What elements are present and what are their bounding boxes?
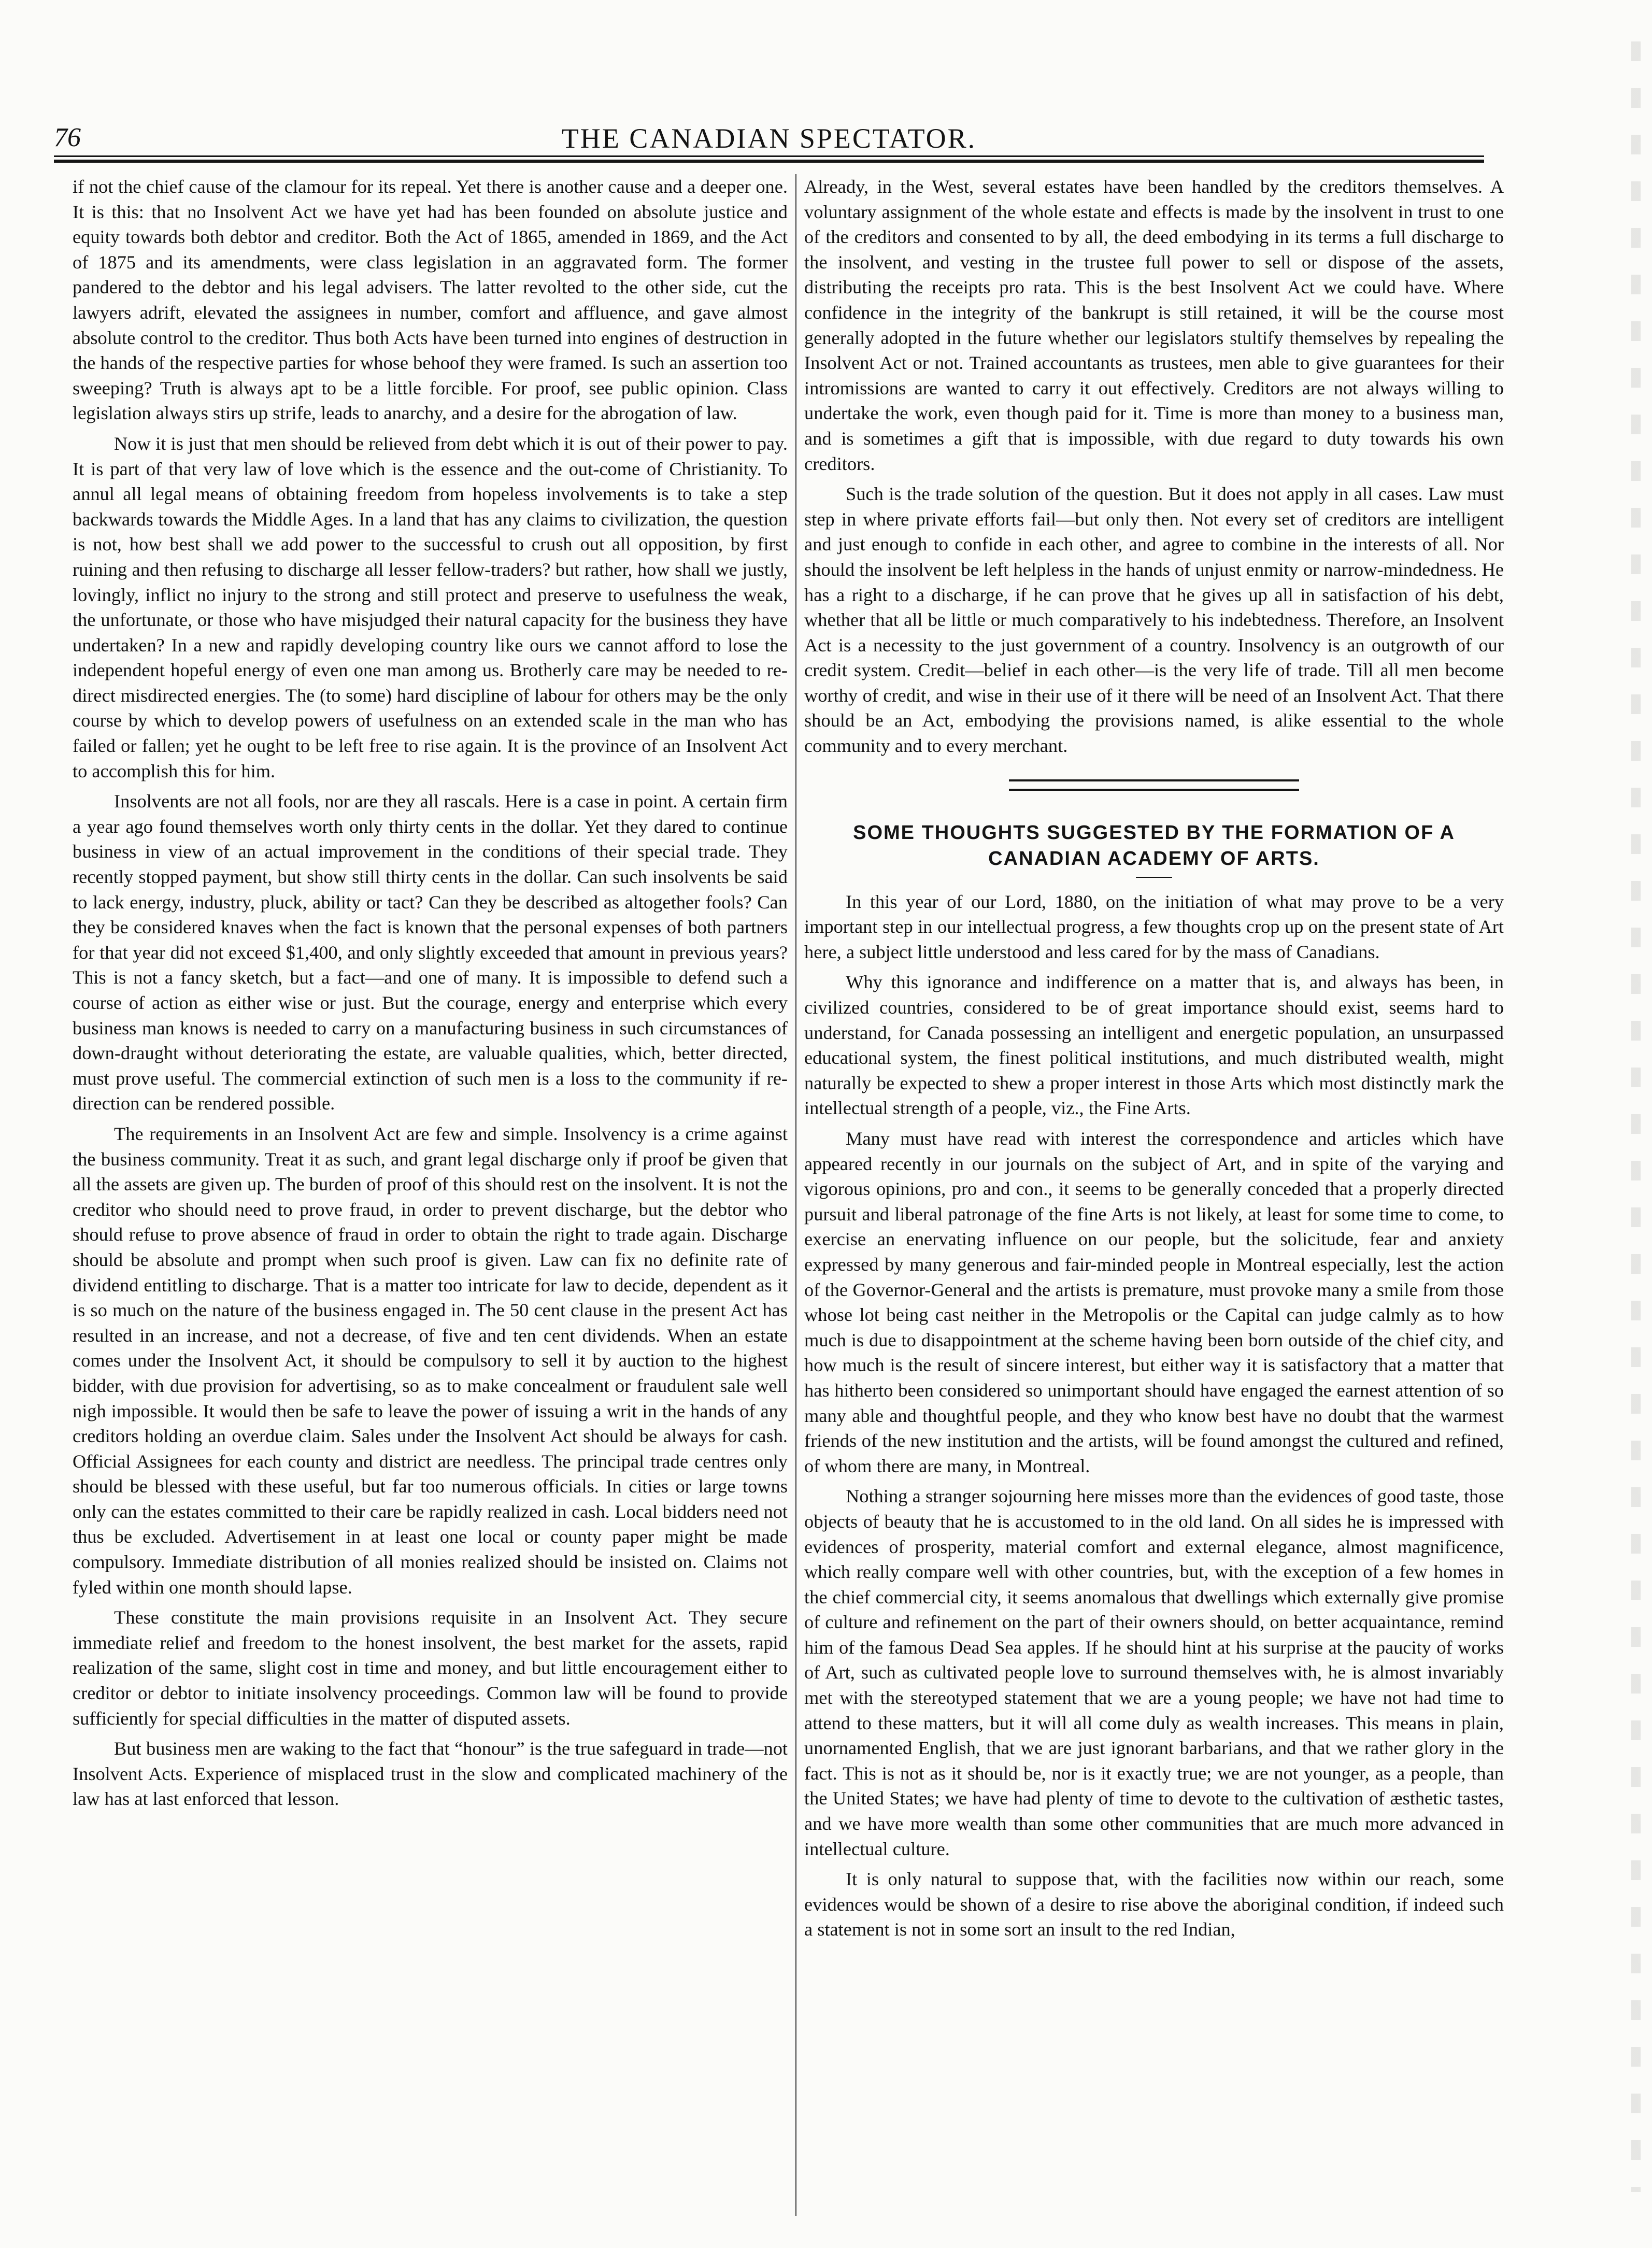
- left-paragraph-5: These constitute the main provisions requisite in an Insolvent Act. They secure immediate relief and freedom to the honest insolvent, the best market for the assets, rapid realization of the same, slight cost in time and money, and but little encouragement either to creditor or debtor to initiate insolvency proceedings. Common law will be found to provide sufficiently for special difficulties in the matter of disputed assets.: [73, 1607, 788, 1729]
- right-paragraph-7: It is only natural to suppose that, with the facilities now within our reach, some evidences would be shown of a desire to rise above the aboriginal condition, if indeed such a statement is not in some sort an insult to the red Indian,: [804, 1869, 1504, 1940]
- left-paragraph-3: Insolvents are not all fools, nor are they all rascals. Here is a case in point. A certain firm a year ago found themselves worth only thirty cents in the dollar. Yet they dared to continue business in view of an actual improvement in the conditions of their special trade. They recently stopped payment, but show still thirty cents in the dollar. Can such insolvents be said to lack energy, industry, pluck, ability or tact? Can they be described as altogether fools? Can they be considered knaves when the fact is known that the personal expenses of both partners for that year did not exceed $1,400, and only slightly exceeded that amount in previous years? This is not a fancy sketch, but a fact—and one of many. It is impossible to defend such a course of action as either wise or just. But the courage, energy and enterprise which every business man knows is needed to carry on a manufacturing business in such circumstances of down-draught without deteriorating the estate, are valuable qualities, which, better directed, must prove useful. The commercial extinction of such men is a loss to the community if re-direction can be rendered possible.: [73, 791, 788, 1114]
- column-divider: [795, 174, 796, 2216]
- header-rule-thin: [54, 155, 1484, 157]
- right-paragraph-5: Many must have read with interest the correspondence and articles which have appeared recently in our journals on the subject of Art, and in spite of the varying and vigorous opinions, pro and con., it seems to be generally conceded that a properly directed pursuit and liberal patronage of the fine Arts is not likely, at least for some time to come, to exercise an enervating influence on our people, but the solicitude, fear and anxiety expressed by many generous and fair-minded people in Montreal especially, lest the action of the Governor-General and the artists is premature, must provoke many a smile from those whose lot being cast neither in the Metropolis or the Capital can judge calmly as to how much is due to disappointment at the scheme having been born outside of the chief city, and how much is the result of sincere interest, but either way it is satisfactory that a matter that has hitherto been considered so unimportant should have engaged the earnest attention of so many able and thoughtful people, and they who know best have no doubt that the warmest friends of the new institution and the artists, will be found amongst the cultured and refined, of whom there are many, in Montreal.: [804, 1128, 1504, 1476]
- left-paragraph-2: Now it is just that men should be relieved from debt which it is out of their power to pay. It is part of that very law of love which is the essence and the out-come of Christianity. To annul all legal means of obtaining freedom from hopeless involvements is to take a step backwards towards the Middle Ages. In a land that has any claims to civilization, the question is not, how best shall we add power to the successful to crush out all opposition, by first ruining and then refusing to discharge all lesser fellow-traders? but rather, how shall we justly, lovingly, inflict no injury to the strong and still protect and preserve to usefulness the weak, the unfortunate, or those who have misjudged their natural capacity for the business they have undertaken? In a new and rapidly developing country like ours we cannot afford to lose the independent hopeful energy of even one man among us. Brotherly care may be needed to re-direct misdirected energies. The (to some) hard discipline of labour for others may be the only course by which to develop powers of usefulness on an extended scale in the man who has failed or fallen; yet he ought to be left free to rise again. It is the province of an Insolvent Act to accomplish this for him.: [73, 433, 788, 781]
- right-paragraph-4: Why this ignorance and indifference on a matter that is, and always has been, in civilized countries, considered to be of great importance should exist, seems hard to understand, for Canada possessing an intelligent and energetic population, an unsurpassed educational system, the finest political institutions, and much distributed wealth, might naturally be expected to shew a proper interest in those Arts which most distinctly mark the intellectual strength of a people, viz., the Fine Arts.: [804, 972, 1504, 1119]
- right-paragraph-6: Nothing a stranger sojourning here misses more than the evidences of good taste, those objects of beauty that he is accustomed to in the old land. On all sides he is impressed with evidences of prosperity, material comfort and external elegance, almost magnificence, which really compare well with other countries, but, with the exception of a few homes in the chief commercial city, it seems anomalous that dwellings which externally give promise of culture and refinement on the part of their owners should, on better acquaintance, remind him of the famous Dead Sea apples. If he should hint at his surprise at the paucity of works of Art, such as cultivated people love to surround themselves with, he is almost invariably met with the stereotyped statement that we are a young people; we have not had time to attend to these matters, but it will all come duly as wealth increases. This means in plain, unornamented English, that we are just ignorant barbarians, and that we rather glory in the fact. This is not as it should be, nor is it exactly true; we are not younger, as a people, than the United States; we have had plenty of time to devote to the cultivation of æsthetic tastes, and we have more wealth than some other communities that are much more advanced in intellectual culture.: [804, 1486, 1504, 1859]
- left-column: [73, 174, 788, 2216]
- page-number: 76: [54, 123, 81, 152]
- masthead-title: THE CANADIAN SPECTATOR.: [561, 123, 977, 154]
- header-rule-thick: [54, 160, 1484, 163]
- right-paragraph-2: Such is the trade solution of the question. But it does not apply in all cases. Law must step in where private efforts fail—but only then. Not every set of creditors are intelligent and just enough to confide in each other, and agree to combine in the interests of all. Nor should the insolvent be left helpless in the hands of unjust enmity or narrow-mindedness. He has a right to a discharge, if he can prove that he gives up all in satisfaction of his debt, whether that all be little or much comparatively to his indebtedness. Therefore, an Insolvent Act is a necessity to the just government of a country. Insolvency is an outgrowth of our credit system. Credit—belief in each other—is the very life of trade. Till all men become worthy of credit, and wise in their use of it there will be need of an Insolvent Act. That there should be an Act, embodying the provisions named, is alike essential to the whole community and to every merchant.: [804, 483, 1504, 757]
- article-heading: SOME THOUGHTS SUGGESTED BY THE FORMATION OF A CANADIAN ACADEMY OF ARTS.: [853, 821, 1455, 870]
- left-paragraph-1: if not the chief cause of the clamour for its repeal. Yet there is another cause and a deeper one. It is this: that no Insolvent Act we have yet had has been founded on absolute justice and equity towards both debtor and creditor. Both the Act of 1865, amended in 1869, and the Act of 1875 and its amendments, were class legislation in an aggravated form. The former pandered to the debtor and his legal advisers. The latter revolted to the other side, cut the lawyers adrift, elevated the assignees in number, comfort and affluence, and gave almost absolute control to the creditor. Thus both Acts have been turned into engines of destruction in the hands of the respective parties for whose behoof they were framed. Is such an assertion too sweeping? Truth is always apt to be a little forcible. For proof, see public opinion. Class legislation always stirs up strife, leads to anarchy, and a desire for the abrogation of law.: [73, 176, 788, 424]
- right-paragraph-1: Already, in the West, several estates have been handled by the creditors themselves. A voluntary assignment of the whole estate and effects is made by the insolvent in trust to one of the creditors and consented to by all, the deed embodying in its terms a full discharge to the insolvent, and vesting in the trustee full power to sell or dispose of the assets, distributing the receipts pro rata. This is the best Insolvent Act we could have. Where confidence in the integrity of the bankrupt is still retained, it will be the course most generally adopted in the future whether our legislators stultify themselves by repealing the Insolvent Act or not. Trained accountants as trustees, men able to give guarantees for their intromissions are wanted to carry it out effectively. Creditors are not always willing to undertake the work, even though paid for it. Time is more than money to a business man, and is sometimes a gift that is impossible, with due regard to duty towards his own creditors.: [804, 176, 1504, 474]
- scan-edge-artifact: [1631, 41, 1641, 2192]
- right-column: [804, 174, 1504, 2216]
- heading-rule: [1136, 877, 1172, 878]
- page-header: [54, 122, 1484, 153]
- section-divider: [1009, 779, 1299, 791]
- right-paragraph-3: In this year of our Lord, 1880, on the initiation of what may prove to be a very important step in our intellectual progress, a few thoughts crop up on the present state of Art here, a subject little understood and less cared for by the mass of Canadians.: [804, 891, 1504, 962]
- left-paragraph-6: But business men are waking to the fact that “honour” is the true safeguard in trade—not Insolvent Acts. Experience of misplaced trust in the slow and complicated machinery of the law has at last enforced that lesson.: [73, 1738, 788, 1810]
- left-paragraph-4: The requirements in an Insolvent Act are few and simple. Insolvency is a crime against the business community. Treat it as such, and grant legal discharge only if proof be given that all the assets are given up. The burden of proof of this should rest on the insolvent. It is not the creditor who should need to prove fraud, in order to prevent discharge, but the debtor who should refuse to prove absence of fraud in order to obtain the right to trade again. Discharge should be absolute and prompt when such proof is given. Law can fix no definite rate of dividend entitling to discharge. That is a matter too intricate for law to decide, dependent as it is so much on the nature of the business engaged in. The 50 cent clause in the present Act has resulted in an increase, and not a decrease, of five and ten cent dividends. When an estate comes under the Insolvent Act, it should be compulsory to sell it by auction to the highest bidder, with due provision for advertising, so as to make concealment or fraudulent sale well nigh impossible. It would then be safe to leave the power of issuing a writ in the hands of any creditors holding an overdue claim. Sales under the Insolvent Act should be always for cash. Official Assignees for each county and district are needless. The principal trade centres only should be blessed with these useful, but far too numerous officials. In cities or large towns only can the estates committed to their care be rapidly realized in cash. Local bidders need not thus be excluded. Advertisement in at least one local or county paper might be made compulsory. Immediate distribution of all monies realized should be insisted on. Claims not fyled within one month should lapse.: [73, 1123, 788, 1598]
